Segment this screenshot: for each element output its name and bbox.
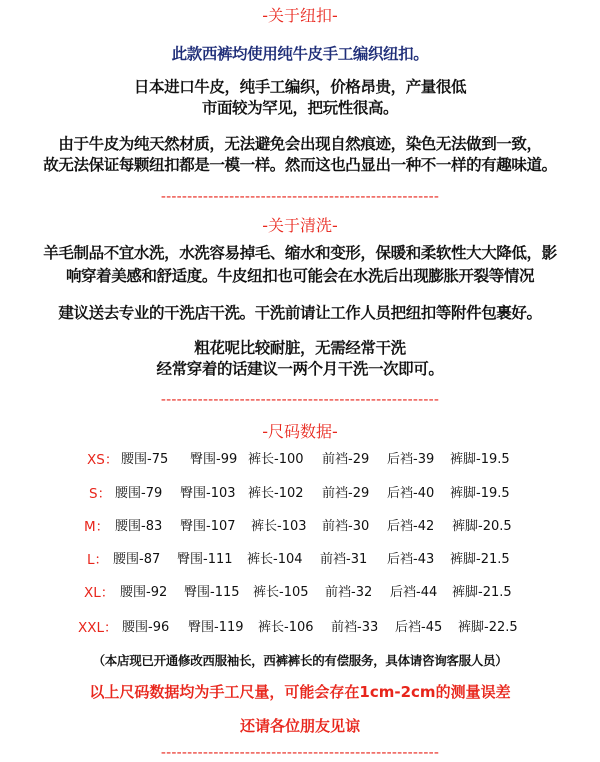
waist-value: 腰围-83 [115, 519, 163, 534]
hip-value: 臀围-119 [188, 620, 244, 635]
buttons-intro: 此款西裤均使用纯牛皮手工编织纽扣。 [171, 45, 429, 63]
length-value: 裤长-102 [248, 486, 304, 501]
cleaning-para1-line2: 响穿着美感和舒适度。牛皮纽扣也可能会在水洗后出现膨胀开裂等情况 [65, 267, 535, 285]
waist-value: 腰围-96 [122, 620, 170, 635]
divider-1: ----------------------------------------------------- [160, 189, 440, 205]
front-rise-value: 前裆-33 [331, 620, 379, 635]
back-rise-value: 后裆-39 [387, 452, 435, 467]
sizes-heading: -尺码数据- [262, 422, 338, 441]
cleaning-para3-line2: 经常穿着的话建议一两个月干洗一次即可。 [156, 360, 444, 378]
front-rise-value: 前裆-31 [320, 552, 368, 567]
hip-value: 臀围-107 [180, 519, 236, 534]
cleaning-para2: 建议送去专业的干洗店干洗。干洗前请让工作人员把纽扣等附件包裹好。 [58, 304, 542, 322]
hem-value: 裤脚-21.5 [452, 585, 512, 600]
buttons-para1-line1: 日本进口牛皮，纯手工编织，价格昂贵，产量很低 [133, 78, 467, 96]
hem-value: 裤脚-21.5 [450, 552, 510, 567]
buttons-para2-line2: 故无法保证每颗纽扣都是一模一样。然而这也凸显出一种不一样的有趣味道。 [43, 156, 557, 174]
size-code: S： [89, 486, 112, 502]
hem-value: 裤脚-22.5 [458, 620, 518, 635]
size-code: XL： [84, 585, 115, 601]
length-value: 裤长-105 [253, 585, 309, 600]
size-code: XS： [87, 452, 119, 468]
front-rise-value: 前裆-29 [322, 486, 370, 501]
hem-value: 裤脚-19.5 [450, 452, 510, 467]
measurement-warning-line2: 还请各位朋友见谅 [239, 717, 360, 735]
front-rise-value: 前裆-32 [325, 585, 373, 600]
hem-value: 裤脚-20.5 [452, 519, 512, 534]
back-rise-value: 后裆-44 [390, 585, 438, 600]
back-rise-value: 后裆-43 [387, 552, 435, 567]
length-value: 裤长-103 [251, 519, 307, 534]
cleaning-para1-line1: 羊毛制品不宜水洗，水洗容易掉毛、缩水和变形，保暖和柔软性大大降低，影 [43, 244, 557, 262]
back-rise-value: 后裆-42 [387, 519, 435, 534]
hip-value: 臀围-99 [190, 452, 238, 467]
waist-value: 腰围-92 [120, 585, 168, 600]
hip-value: 臀围-115 [184, 585, 240, 600]
measurement-warning-line1: 以上尺码数据均为手工尺量，可能会存在1cm-2cm的测量误差 [89, 683, 511, 701]
hem-value: 裤脚-19.5 [450, 486, 510, 501]
size-code: L： [87, 552, 109, 568]
length-value: 裤长-106 [258, 620, 314, 635]
back-rise-value: 后裆-45 [395, 620, 443, 635]
waist-value: 腰围-79 [115, 486, 163, 501]
length-value: 裤长-104 [247, 552, 303, 567]
size-code: XXL： [78, 620, 118, 636]
divider-3: ----------------------------------------------------- [160, 745, 440, 761]
buttons-para1-line2: 市面较为罕见，把玩性很高。 [201, 99, 399, 117]
front-rise-value: 前裆-29 [322, 452, 370, 467]
buttons-para2-line1: 由于牛皮为纯天然材质，无法避免会出现自然痕迹，染色无法做到一致， [58, 135, 542, 153]
cleaning-para3-line1: 粗花呢比较耐脏，无需经常干洗 [194, 339, 406, 357]
waist-value: 腰围-87 [113, 552, 161, 567]
buttons-heading: -关于纽扣- [262, 6, 338, 25]
size-code: M： [84, 519, 110, 535]
divider-2: ----------------------------------------------------- [160, 392, 440, 408]
service-note: （本店现已开通修改西服袖长，西裤裤长的有偿服务，具体请咨询客服人员） [92, 653, 508, 668]
hip-value: 臀围-103 [180, 486, 236, 501]
back-rise-value: 后裆-40 [387, 486, 435, 501]
front-rise-value: 前裆-30 [322, 519, 370, 534]
cleaning-heading: -关于清洗- [262, 216, 338, 235]
hip-value: 臀围-111 [177, 552, 233, 567]
length-value: 裤长-100 [248, 452, 304, 467]
waist-value: 腰围-75 [121, 452, 169, 467]
